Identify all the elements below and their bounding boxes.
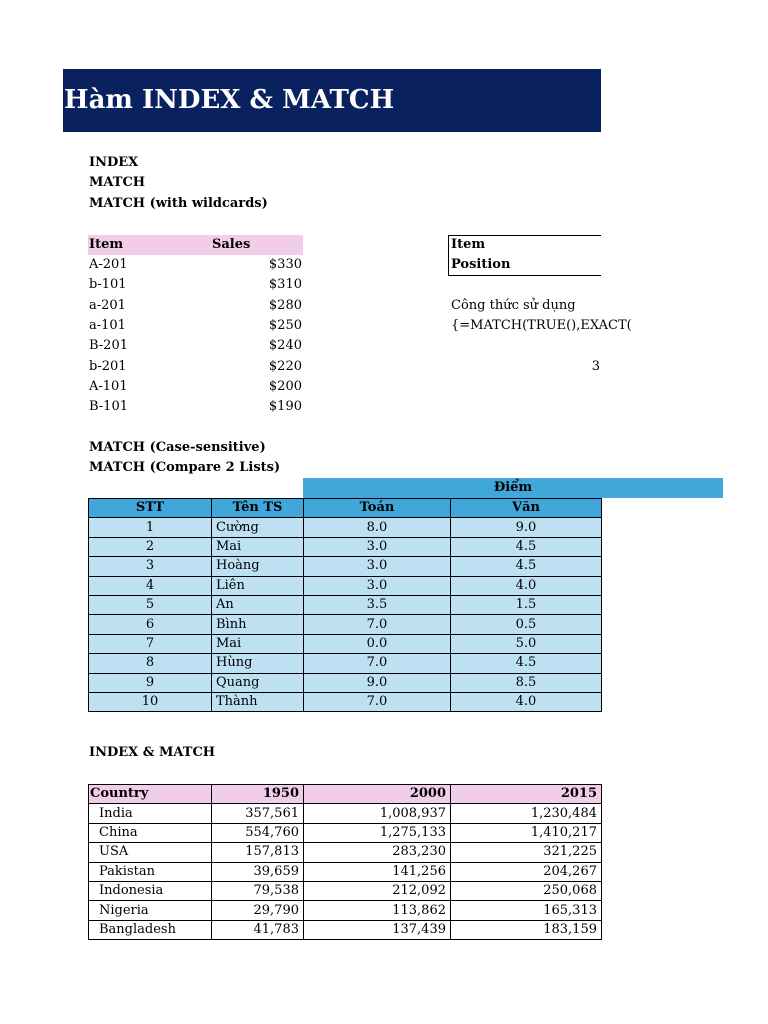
population-2015-cell: 183,159 [451, 920, 602, 939]
sales-value-cell: $250 [268, 317, 302, 333]
scores-name-cell: Thành [212, 692, 304, 711]
scores-header-row [89, 499, 602, 518]
scores-name-cell: An [212, 595, 304, 614]
section-match: MATCH [89, 175, 146, 190]
sales-item-cell: A-101 [89, 378, 128, 394]
scores-van-cell: 4.0 [451, 576, 602, 595]
table-row [89, 595, 602, 614]
table-row [89, 673, 602, 692]
sales-header-item: Item [89, 237, 124, 252]
scores-toan-cell: 7.0 [304, 654, 451, 673]
formula-text: {=MATCH(TRUE(),EXACT( [451, 318, 632, 333]
scores-van-cell: 1.5 [451, 595, 602, 614]
sales-value-cell: $190 [268, 399, 302, 415]
scores-toan-cell: 8.0 [304, 518, 451, 537]
population-2015-cell: 250,068 [451, 881, 602, 900]
lookup-item-label: Item [451, 237, 486, 252]
population-1950-cell: 29,790 [212, 901, 304, 920]
table-row [89, 537, 602, 556]
sales-item-cell: A-201 [89, 257, 128, 272]
population-country-cell: Bangladesh [89, 920, 212, 939]
lookup-position-label: Position [451, 257, 511, 272]
section-match-wildcards: MATCH (with wildcards) [89, 196, 268, 211]
population-1950-cell: 39,659 [212, 862, 304, 881]
population-header-country: Country [89, 785, 212, 804]
sales-item-cell: B-201 [89, 338, 128, 354]
scores-header-stt: STT [89, 499, 212, 518]
section-match-compare: MATCH (Compare 2 Lists) [89, 460, 281, 475]
scores-stt-cell: 10 [89, 692, 212, 711]
population-2015-cell: 1,230,484 [451, 804, 602, 823]
table-row [89, 920, 602, 939]
scores-toan-cell: 7.0 [304, 692, 451, 711]
scores-toan-cell: 0.0 [304, 634, 451, 653]
population-country-cell: Indonesia [89, 881, 212, 900]
sales-value-cell: $240 [268, 338, 302, 354]
sales-item-cell: B-101 [89, 399, 128, 415]
population-2000-cell: 212,092 [304, 881, 451, 900]
section-index: INDEX [89, 155, 139, 170]
table-row [89, 901, 602, 920]
scores-name-cell: Liên [212, 576, 304, 595]
scores-toan-cell: 3.0 [304, 537, 451, 556]
scores-stt-cell: 8 [89, 654, 212, 673]
population-2015-cell: 165,313 [451, 901, 602, 920]
population-header-1950: 1950 [212, 785, 304, 804]
population-2000-cell: 141,256 [304, 862, 451, 881]
scores-van-cell: 8.5 [451, 673, 602, 692]
sales-value-cell: $280 [268, 297, 302, 313]
scores-name-cell: Bình [212, 615, 304, 634]
population-2000-cell: 113,862 [304, 901, 451, 920]
population-header-2000: 2000 [304, 785, 451, 804]
table-row [89, 823, 602, 842]
table-row [89, 518, 602, 537]
population-1950-cell: 157,813 [212, 843, 304, 862]
scores-stt-cell: 4 [89, 576, 212, 595]
population-2015-cell: 1,410,217 [451, 823, 602, 842]
table-row [89, 634, 602, 653]
population-1950-cell: 554,760 [212, 823, 304, 842]
scores-van-cell: 9.0 [451, 518, 602, 537]
scores-van-cell: 0.5 [451, 615, 602, 634]
scores-stt-cell: 5 [89, 595, 212, 614]
sales-value-cell: $220 [268, 358, 302, 374]
population-2015-cell: 204,267 [451, 862, 602, 881]
scores-van-cell: 4.5 [451, 654, 602, 673]
population-2000-cell: 283,230 [304, 843, 451, 862]
population-1950-cell: 357,561 [212, 804, 304, 823]
scores-stt-cell: 3 [89, 557, 212, 576]
scores-group-header [303, 478, 723, 498]
population-country-cell: USA [89, 843, 212, 862]
table-row [89, 576, 602, 595]
sales-item-cell: b-201 [89, 358, 127, 374]
formula-result: 3 [591, 359, 600, 374]
scores-stt-cell: 6 [89, 615, 212, 634]
population-2000-cell: 1,008,937 [304, 804, 451, 823]
table-row [89, 557, 602, 576]
sales-item-cell: a-101 [89, 317, 126, 333]
population-1950-cell: 41,783 [212, 920, 304, 939]
scores-van-cell: 4.0 [451, 692, 602, 711]
population-header-row [89, 785, 602, 804]
scores-name-cell: Mai [212, 537, 304, 556]
scores-name-cell: Mai [212, 634, 304, 653]
sales-value-cell: $330 [268, 257, 302, 272]
table-row [89, 615, 602, 634]
sales-header-sales: Sales [212, 237, 251, 252]
population-2015-cell: 321,225 [451, 843, 602, 862]
table-row [89, 692, 602, 711]
scores-name-cell: Cường [212, 518, 304, 537]
population-country-cell: Pakistan [89, 862, 212, 881]
table-row [89, 654, 602, 673]
scores-van-cell: 4.5 [451, 557, 602, 576]
scores-toan-cell: 3.0 [304, 576, 451, 595]
scores-van-cell: 4.5 [451, 537, 602, 556]
population-1950-cell: 79,538 [212, 881, 304, 900]
scores-stt-cell: 9 [89, 673, 212, 692]
sales-value-cell: $200 [268, 378, 302, 394]
scores-header-van: Văn [451, 499, 602, 518]
population-country-cell: India [89, 804, 212, 823]
scores-toan-cell: 7.0 [304, 615, 451, 634]
sales-item-cell: a-201 [89, 297, 126, 313]
scores-name-cell: Quang [212, 673, 304, 692]
formula-label: Công thức sử dụng [451, 298, 576, 313]
table-row [89, 862, 602, 881]
scores-van-cell: 5.0 [451, 634, 602, 653]
sales-value-cell: $310 [268, 277, 302, 293]
scores-header-name: Tên TS [212, 499, 304, 518]
section-index-match: INDEX & MATCH [89, 745, 216, 760]
population-country-cell: Nigeria [89, 901, 212, 920]
scores-group-header-label: Điểm [493, 480, 533, 495]
population-2000-cell: 1,275,133 [304, 823, 451, 842]
scores-stt-cell: 1 [89, 518, 212, 537]
scores-toan-cell: 3.0 [304, 557, 451, 576]
scores-stt-cell: 7 [89, 634, 212, 653]
section-match-case: MATCH (Case-sensitive) [89, 440, 266, 455]
sales-item-cell: b-101 [89, 277, 127, 293]
scores-table [88, 498, 602, 712]
table-row [89, 843, 602, 862]
population-table [88, 784, 602, 940]
population-header-2015: 2015 [451, 785, 602, 804]
scores-stt-cell: 2 [89, 537, 212, 556]
population-2000-cell: 137,439 [304, 920, 451, 939]
scores-header-toan: Toán [304, 499, 451, 518]
page-title: Hàm INDEX & MATCH [63, 69, 601, 132]
population-country-cell: China [89, 823, 212, 842]
scores-toan-cell: 3.5 [304, 595, 451, 614]
table-row [89, 881, 602, 900]
table-row [89, 804, 602, 823]
scores-name-cell: Hùng [212, 654, 304, 673]
scores-name-cell: Hoàng [212, 557, 304, 576]
scores-toan-cell: 9.0 [304, 673, 451, 692]
